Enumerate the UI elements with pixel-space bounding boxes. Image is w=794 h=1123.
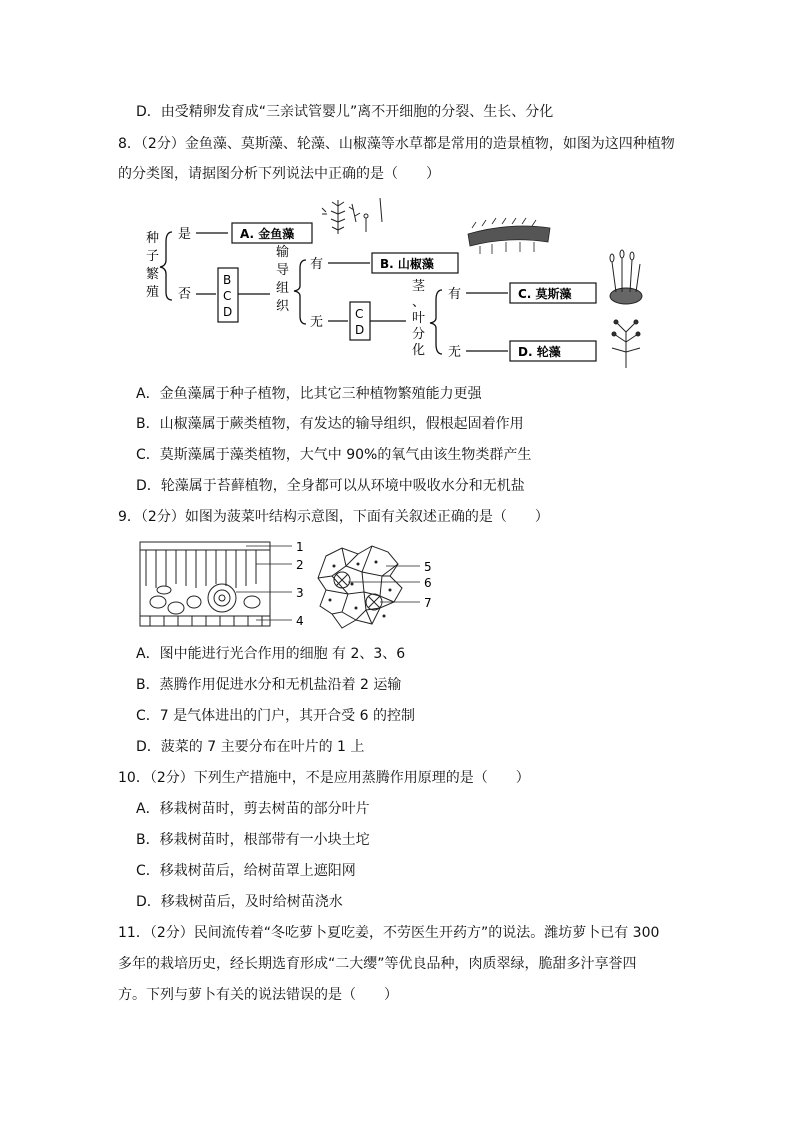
q9-leaf-structure-diagram (136, 536, 456, 636)
box-cd-c: C (355, 307, 364, 321)
root-brace (160, 232, 172, 300)
q9-option-c: C．7 是气体进出的门户，其开合受 6 的控制 (136, 708, 415, 724)
transport-char-3: 组 (276, 281, 290, 296)
q10-option-a: A．移栽树苗时，剪去树苗的部分叶片 (136, 801, 370, 817)
box-b-label: B. 山椒藻 (380, 257, 434, 271)
q8-classification-diagram (130, 192, 670, 372)
label-5: 5 (424, 560, 432, 574)
transport-char-4: 织 (276, 299, 290, 314)
q7-option-d: D．由受精卵发育成“三亲试管婴儿”离不开细胞的分裂、生长、分化 (136, 104, 554, 120)
label-7: 7 (424, 596, 432, 610)
q11-stem-line1: 11．（2分）民间流传着“冬吃萝卜夏吃姜，不劳医生开药方”的说法。潍坊萝卜已有 300 (118, 925, 660, 941)
q8-option-d: D．轮藻属于苔藓植物，全身都可以从环境中吸收水分和无机盐 (136, 478, 525, 494)
root-char-3: 繁 (146, 267, 160, 282)
no-label: 否 (178, 287, 192, 302)
label-4: 4 (296, 614, 304, 628)
stem-leaf-char-2: 、 (412, 295, 426, 310)
label-3: 3 (296, 586, 304, 600)
q9-option-a: A．图中能进行光合作用的细胞 有 2、3、6 (136, 646, 406, 662)
q8-option-a: A．金鱼藻属于种子植物，比其它三种植物繁殖能力更强 (136, 386, 482, 402)
label-2: 2 (296, 558, 304, 572)
chara-plant-illustration (612, 320, 640, 368)
stem-leaf-char-3: 叶 (412, 311, 426, 326)
box-c-label: C. 莫斯藻 (518, 287, 572, 301)
leaf-cross-section (140, 542, 270, 626)
transport-char-2: 导 (276, 263, 290, 278)
label-1: 1 (296, 540, 304, 554)
q10-option-d: D．移栽树苗后，及时给树苗浇水 (136, 894, 343, 910)
stem-leaf-char-4: 分 (412, 327, 426, 342)
root-char-2: 子 (146, 249, 160, 264)
none2-label: 无 (448, 345, 462, 360)
q10-option-c: C．移栽树苗后，给树苗罩上遮阳网 (136, 863, 356, 879)
stem-leaf-brace (430, 290, 442, 354)
q9-stem: 9．（2分）如图为菠菜叶结构示意图，下面有关叙述正确的是（ ） (118, 509, 549, 525)
box-bcd-d: D (223, 305, 233, 319)
transport-char-1: 输 (276, 245, 290, 260)
yes-label: 是 (178, 227, 192, 242)
label-6: 6 (424, 576, 432, 590)
moss-plant-illustration (610, 250, 642, 304)
box-bcd-b: B (223, 273, 232, 287)
q8-option-c: C．莫斯藻属于藻类植物，大气中 90%的氧气由该生物类群产生 (136, 447, 532, 463)
q9-option-b: B．蒸腾作用促进水分和无机盐沿着 2 运输 (136, 677, 402, 693)
has-label: 有 (310, 257, 324, 272)
epidermis-surface-view (318, 546, 402, 628)
salvinia-plant-illustration (468, 218, 550, 254)
q10-stem: 10．（2分）下列生产措施中，不是应用蒸腾作用原理的是（ ） (118, 770, 530, 786)
box-bcd-c: C (223, 289, 232, 303)
q11-stem-line3: 方。下列与萝卜有关的说法错误的是（ ） (118, 987, 398, 1003)
none-label: 无 (310, 315, 324, 330)
q8-stem-line1: 8．（2分）金鱼藻、莫斯藻、轮藻、山椒藻等水草都是常用的造景植物，如图为这四种植物 (118, 136, 675, 152)
q8-option-b: B．山椒藻属于蕨类植物，有发达的输导组织，假根起固着作用 (136, 416, 524, 432)
root-char-1: 种 (146, 231, 160, 246)
box-d-label: D. 轮藻 (518, 345, 561, 359)
transport-brace (294, 260, 306, 324)
stem-leaf-char-5: 化 (412, 343, 426, 358)
q10-option-b: B．移栽树苗时，根部带有一小块土坨 (136, 832, 370, 848)
stem-leaf-char-1: 茎 (412, 279, 426, 294)
hornwort-plant-illustration (322, 198, 382, 234)
has2-label: 有 (448, 287, 462, 302)
q11-stem-line2: 多年的栽培历史，经长期选育形成“二大缨”等优良品种，肉质翠绿，脆甜多汁享誉四 (118, 956, 637, 972)
box-cd-d: D (355, 323, 365, 337)
box-a-label: A. 金鱼藻 (240, 227, 295, 241)
q8-stem-line2: 的分类图，请据图分析下列说法中正确的是（ ） (118, 166, 440, 182)
q9-option-d: D．菠菜的 7 主要分布在叶片的 1 上 (136, 739, 365, 755)
root-char-4: 殖 (146, 285, 160, 300)
